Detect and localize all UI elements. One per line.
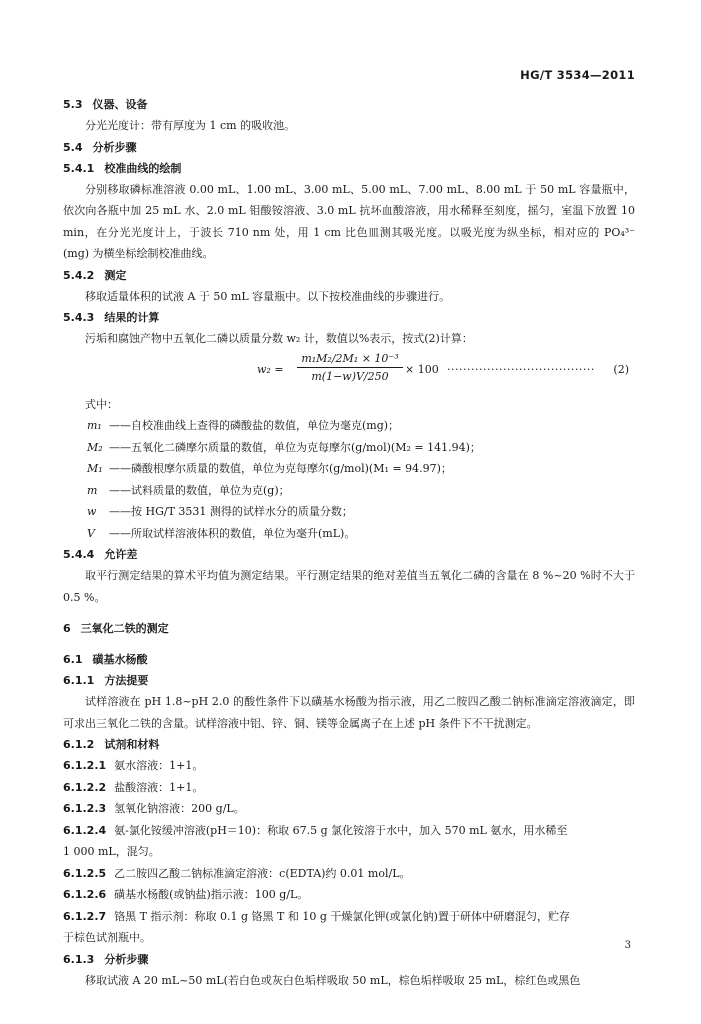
paragraph-5-4-3: 污垢和腐蚀产物中五氧化二磷以质量分数 w₂ 计，数值以%表示，按式(2)计算： xyxy=(85,332,473,345)
section-number: 5.4.2 xyxy=(63,268,95,282)
section-title: 校准曲线的绘制 xyxy=(104,161,182,175)
where-label: 式中： xyxy=(85,397,118,411)
formula-lhs: w₂ = xyxy=(257,362,284,376)
section-title: 分析步骤 xyxy=(104,952,149,966)
spacer xyxy=(63,639,635,649)
reagent-number: 6.1.2.1 xyxy=(63,759,107,772)
heading-6-1 xyxy=(63,649,635,670)
reagent-item xyxy=(63,755,635,777)
variable-symbol: w xyxy=(87,505,97,518)
reagent-text: 氨-氯化铵缓冲溶液(pH＝10)：称取 67.5 g 氯化铵溶于水中，加入 570 mL 氨水，用水稀至 xyxy=(114,823,568,837)
section-number: 6.1.1 xyxy=(63,674,95,687)
section-number: 5.4.4 xyxy=(63,548,95,561)
section-number: 5.4 xyxy=(63,140,83,154)
section-title: 三氧化二铁的测定 xyxy=(80,622,169,635)
formula-denominator: m(1−w)V/250 xyxy=(311,369,389,383)
heading-5-4-2 xyxy=(63,265,635,286)
heading-5-3 xyxy=(63,94,635,115)
formula-leader-dots: ····································· xyxy=(447,362,595,376)
heading-6 xyxy=(63,618,635,639)
paragraph-5-4-2: 移取适量体积的试液 A 于 50 mL 容量瓶中。以下按校准曲线的步骤进行。 xyxy=(85,289,451,303)
reagent-number: 6.1.2.7 xyxy=(63,909,107,923)
variable-item xyxy=(63,458,635,480)
heading-5-4 xyxy=(63,137,635,158)
formula-rhs: × 100 xyxy=(405,362,439,376)
section-title: 磺基水杨酸 xyxy=(92,653,148,666)
section-title: 试剂和材料 xyxy=(104,738,160,751)
variable-list xyxy=(63,415,635,544)
paragraph-6-1-3: 移取试液 A 20 mL~50 mL(若白色或灰白色垢样吸取 50 mL，棕色垢样吸取 25 mL，棕红色或黑色 xyxy=(85,973,581,987)
formula-fraction xyxy=(297,352,403,383)
heading-5-4-1 xyxy=(63,158,635,179)
reagent-text: 盐酸溶液：1+1。 xyxy=(114,780,204,794)
reagent-text: 乙二胺四乙酸二钠标准滴定溶液：c(EDTA)约 0.01 mol/L。 xyxy=(114,866,411,880)
reagent-text: 氢氧化钠溶液：200 g/L。 xyxy=(114,802,245,815)
reagent-item-continuation: 1 000 mL，混匀。 xyxy=(63,845,160,858)
heading-6-1-2 xyxy=(63,734,635,755)
reagent-item xyxy=(63,906,635,928)
section-number: 6 xyxy=(63,622,71,635)
section-title: 允许差 xyxy=(104,548,138,561)
variable-item xyxy=(63,501,635,523)
variable-item xyxy=(63,523,635,545)
formula-numerator: m₁M₂/2M₁ × 10⁻³ xyxy=(297,352,403,368)
heading-5-4-4 xyxy=(63,544,635,565)
reagent-number: 6.1.2.4 xyxy=(63,823,107,837)
section-title: 结果的计算 xyxy=(104,311,160,324)
variable-description: ——磷酸根摩尔质量的数值，单位为克每摩尔(g/mol)(M₁ = 94.97)； xyxy=(109,462,452,475)
section-number: 5.3 xyxy=(63,98,83,111)
paragraph-6-1-1: 试样溶液在 pH 1.8~pH 2.0 的酸性条件下以磺基水杨酸为指示液，用乙二胺四乙酸二钠标准滴定溶液滴定，即可求出三氧化二铁的含量。试样溶液中铝、锌、铜、镁等金属离子在上述 pH 条件下不干扰测定。 xyxy=(63,695,635,730)
equation-number: (2) xyxy=(613,362,629,376)
section-number: 6.1 xyxy=(63,653,83,666)
formula-2 xyxy=(63,350,635,394)
section-number: 6.1.3 xyxy=(63,952,95,966)
variable-symbol: V xyxy=(87,526,95,540)
section-title: 方法提要 xyxy=(104,674,149,687)
variable-item xyxy=(63,480,635,502)
reagent-item xyxy=(63,820,635,842)
paragraph-5-4-4: 取平行测定结果的算术平均值为测定结果。平行测定结果的绝对差值当五氧化二磷的含量在 8 %~20 %时不大于 0.5 %。 xyxy=(63,569,635,604)
variable-item xyxy=(63,437,635,459)
heading-6-1-1 xyxy=(63,670,635,691)
section-number: 5.4.3 xyxy=(63,311,95,324)
reagent-item-continuation: 于棕色试剂瓶中。 xyxy=(63,931,151,944)
reagent-item xyxy=(63,777,635,799)
variable-description: ——五氧化二磷摩尔质量的数值，单位为克每摩尔(g/mol)(M₂ = 141.94)； xyxy=(109,440,481,454)
reagent-item xyxy=(63,884,635,906)
heading-6-1-3 xyxy=(63,949,635,970)
section-title: 测定 xyxy=(104,268,127,282)
section-title: 分析步骤 xyxy=(92,140,137,154)
variable-description: ——按 HG/T 3531 测得的试样水分的质量分数； xyxy=(109,505,353,518)
reagent-text: 磺基水杨酸(或钠盐)指示液：100 g/L。 xyxy=(114,888,309,901)
reagent-number: 6.1.2.5 xyxy=(63,866,107,880)
reagent-text: 氨水溶液：1+1。 xyxy=(114,759,204,772)
variable-symbol: M₂ xyxy=(87,440,103,454)
reagent-item xyxy=(63,863,635,885)
reagent-number: 6.1.2.3 xyxy=(63,802,107,815)
reagent-item xyxy=(63,798,635,820)
variable-description: ——所取试样溶液体积的数值，单位为毫升(mL)。 xyxy=(109,526,356,540)
heading-5-4-3 xyxy=(63,307,635,328)
reagent-number: 6.1.2.6 xyxy=(63,888,107,901)
variable-item xyxy=(63,415,635,437)
variable-symbol: M₁ xyxy=(87,462,103,475)
reagent-number: 6.1.2.2 xyxy=(63,780,107,794)
variable-symbol: m₁ xyxy=(87,419,102,432)
document-body xyxy=(63,94,635,991)
page-number: 3 xyxy=(624,940,631,951)
reagent-list xyxy=(63,755,635,949)
variable-symbol: m xyxy=(87,483,98,497)
standard-code-header: HG/T 3534—2011 xyxy=(520,68,635,82)
reagent-text: 铬黑 T 指示剂：称取 0.1 g 铬黑 T 和 10 g 干燥氯化钾(或氯化钠)置于研体中研磨混匀，贮存 xyxy=(114,909,570,923)
variable-description: ——试料质量的数值，单位为克(g)； xyxy=(109,483,290,497)
section-number: 5.4.1 xyxy=(63,161,95,175)
paragraph-5-3: 分光光度计：带有厚度为 1 cm 的吸收池。 xyxy=(85,119,296,132)
section-title: 仪器、设备 xyxy=(92,98,148,111)
variable-description: ——自校准曲线上查得的磷酸盐的数值，单位为毫克(mg)； xyxy=(109,419,400,432)
section-number: 6.1.2 xyxy=(63,738,95,751)
spacer xyxy=(63,608,635,618)
paragraph-5-4-1: 分别移取磷标准溶液 0.00 mL、1.00 mL、3.00 mL、5.00 mL、7.00 mL、8.00 mL 于 50 mL 容量瓶中，依次向各瓶中加 25 mL 水、2.0 mL 钼酸铵溶液、3.0 mL 抗坏血酸溶液，用水稀释至刻度，摇匀，室温下放置 10 min，在分光光度计上，于波长 710 nm 处，用 1 cm 比色皿测其吸光度。以吸光度为纵坐标，相对应的 PO₄³⁻ (mg) 为横坐标绘制校准曲线。 xyxy=(63,182,635,260)
